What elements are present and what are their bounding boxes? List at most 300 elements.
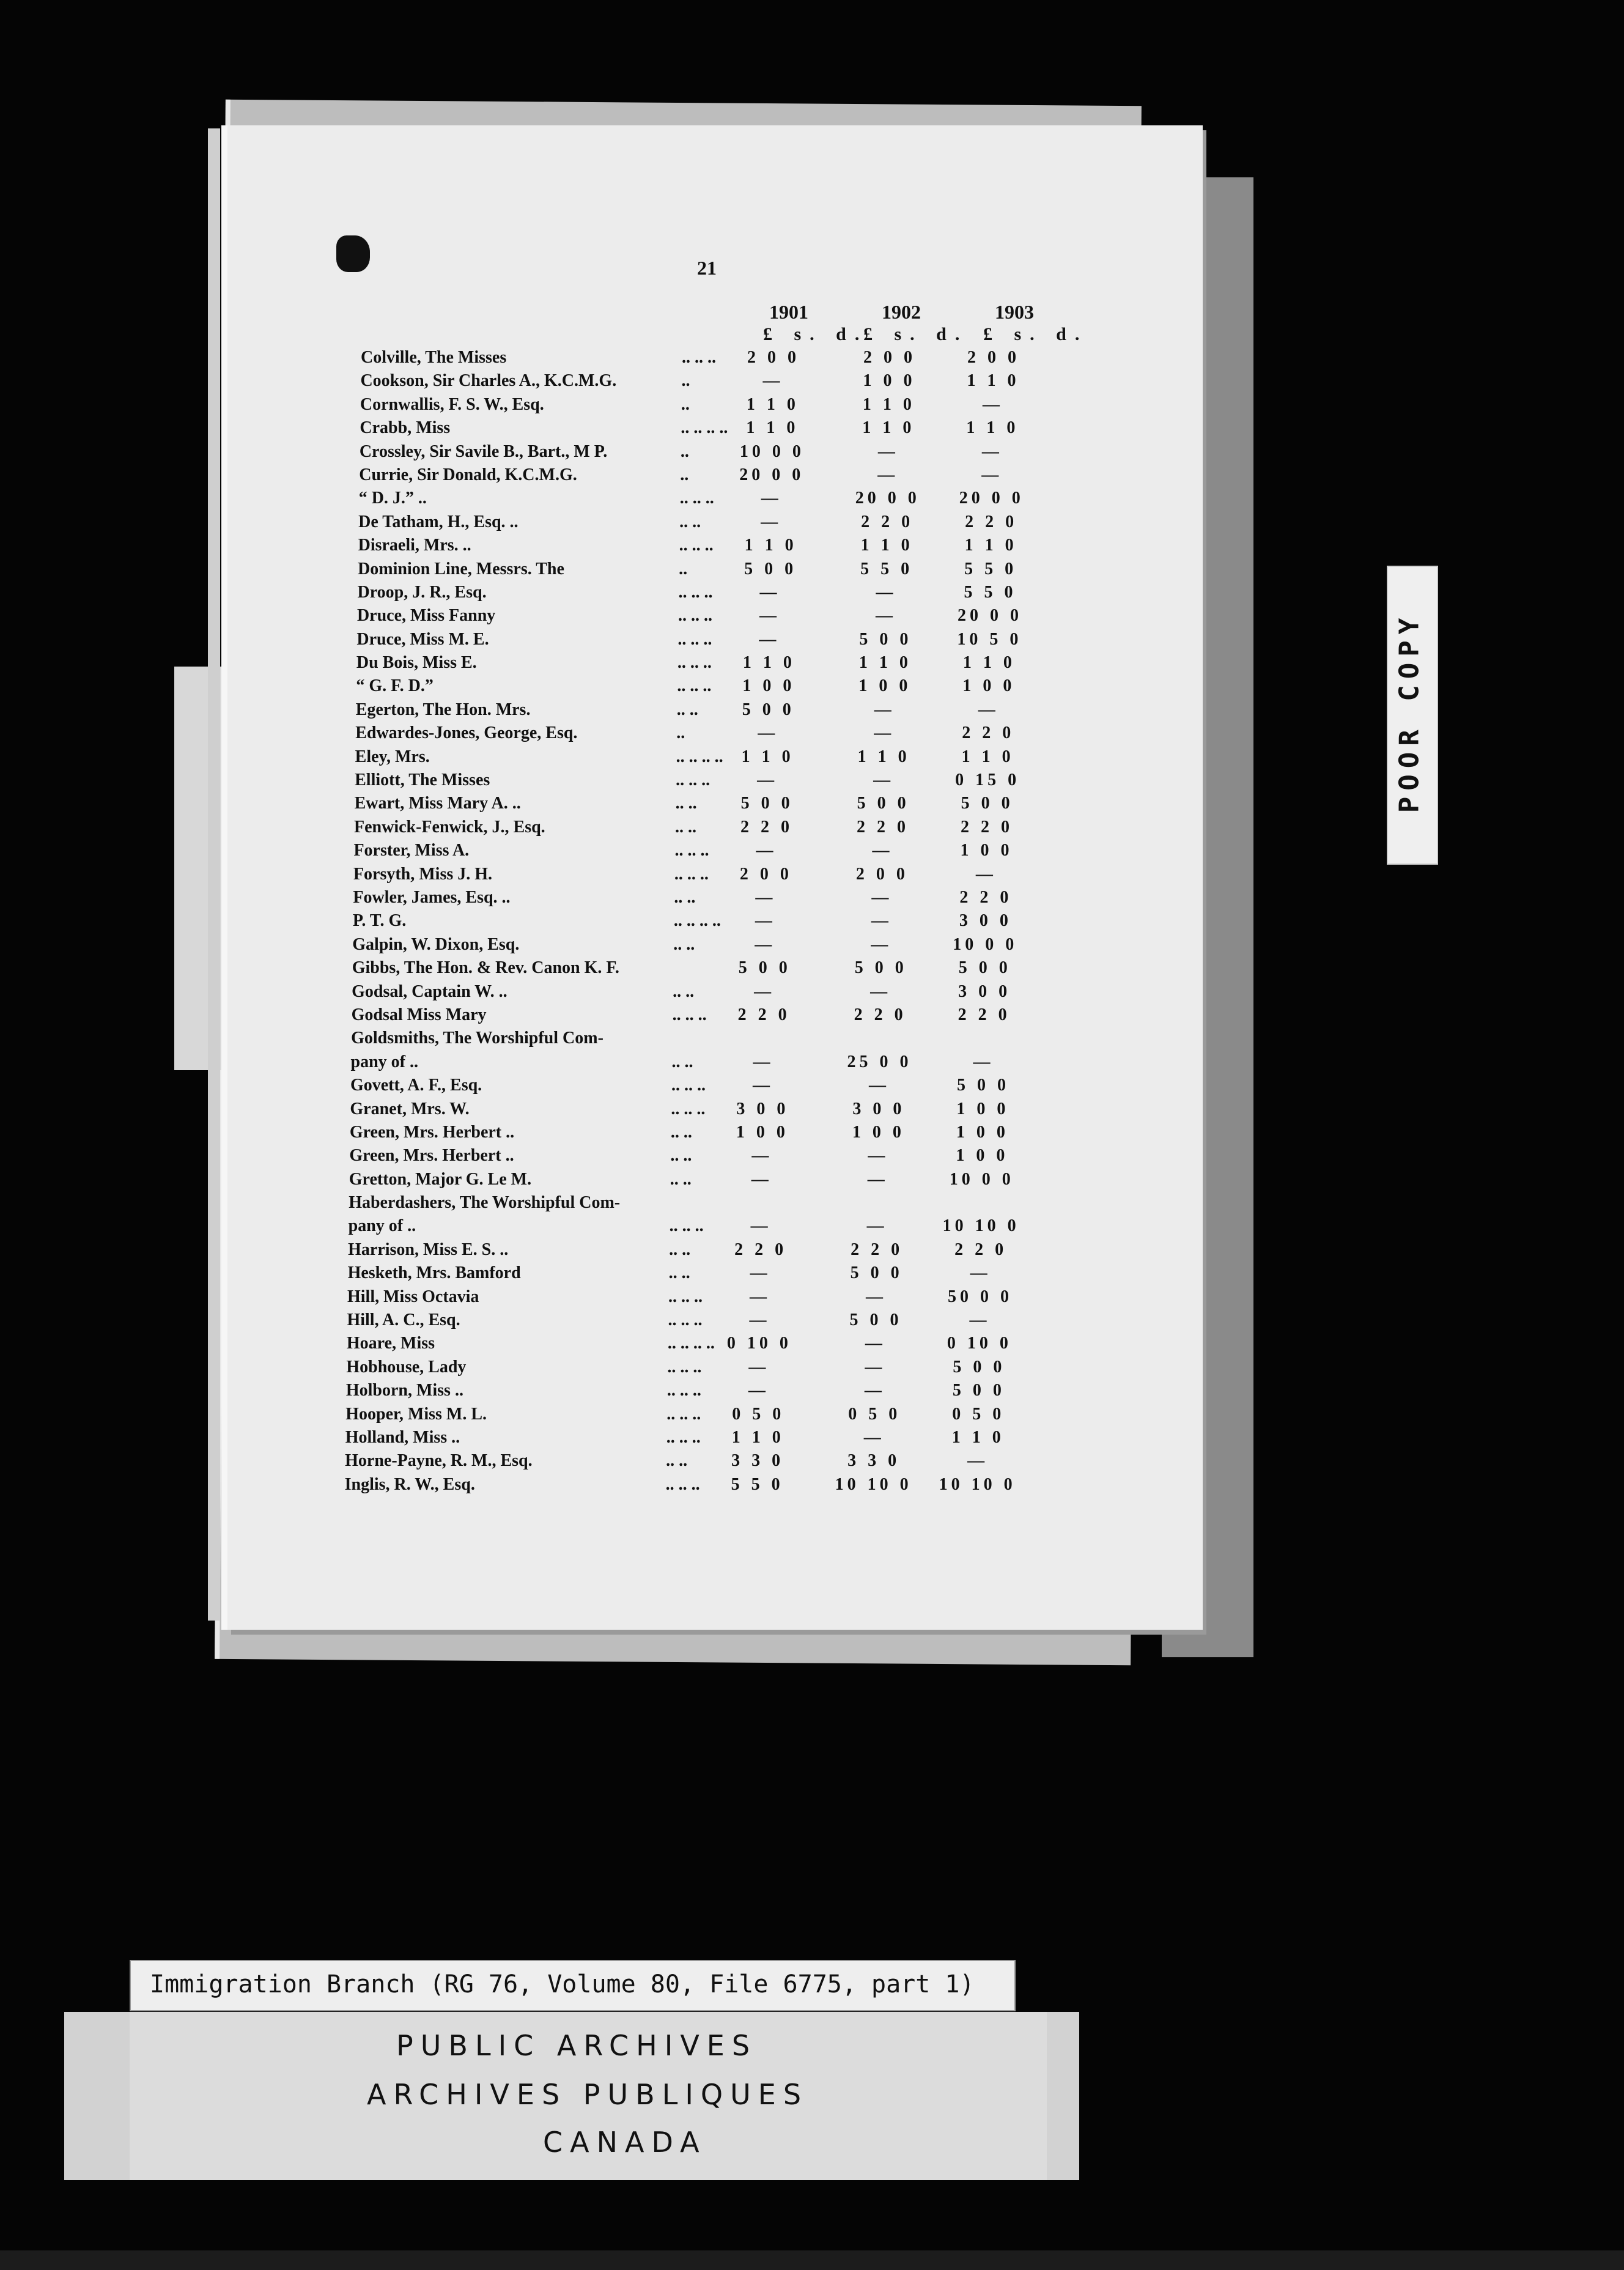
- leader-dots: .. ..: [671, 1052, 693, 1071]
- amount-1902: —: [865, 1357, 886, 1377]
- subscriber-name: Disraeli, Mrs. ..: [358, 536, 471, 555]
- amount-1902: 20 0 0: [855, 489, 920, 508]
- table-row: [351, 1026, 1066, 1049]
- table-row: [359, 463, 1074, 486]
- leader-dots: .. .. ..: [668, 1311, 703, 1330]
- amount-1902: —: [874, 723, 895, 743]
- page-number: 21: [697, 257, 717, 279]
- subscriber-name: Gretton, Major G. Le M.: [349, 1169, 532, 1189]
- table-row: [353, 838, 1069, 862]
- year-header-1901: 1901: [769, 301, 808, 323]
- amount-1902: —: [866, 1287, 887, 1306]
- subscriber-name: Crabb, Miss: [360, 418, 451, 438]
- amount-1901: —: [751, 1146, 773, 1166]
- subscriber-name: Elliott, The Misses: [355, 771, 490, 790]
- unit-header-1903: £ s. d.: [983, 324, 1088, 344]
- amount-1903: 1 0 0: [962, 676, 1016, 696]
- amount-1903: 5 5 0: [964, 582, 1017, 602]
- amount-1901: 2 0 0: [739, 864, 792, 884]
- amount-1902: —: [866, 1216, 888, 1236]
- table-row: [345, 1473, 1060, 1496]
- amount-1901: —: [755, 887, 777, 907]
- leader-dots: .. ..: [674, 887, 696, 907]
- amount-1903: 20 0 0: [957, 606, 1022, 626]
- leader-dots: .. ..: [669, 1240, 691, 1259]
- table-row: [352, 956, 1068, 979]
- amount-1902: 5 0 0: [850, 1263, 903, 1283]
- leader-dots: .. ..: [675, 817, 696, 837]
- table-row: [349, 1144, 1065, 1167]
- amount-1903: 10 5 0: [957, 629, 1022, 649]
- leader-dots: .. .. ..: [682, 348, 716, 367]
- subscriber-name: Edwardes-Jones, George, Esq.: [355, 723, 578, 743]
- leader-dots: .. .. ..: [672, 1005, 707, 1024]
- amount-1903: 10 0 0: [953, 934, 1018, 954]
- amount-1901: —: [755, 934, 776, 954]
- amount-1901: 0 5 0: [732, 1404, 785, 1424]
- amount-1901: 2 2 0: [734, 1240, 788, 1259]
- leader-dots: ..: [676, 723, 685, 743]
- subscriber-name: Green, Mrs. Herbert ..: [349, 1146, 514, 1166]
- amount-1901: 2 2 0: [737, 1005, 791, 1024]
- amount-1903: —: [970, 1263, 991, 1283]
- amount-1901: —: [754, 982, 775, 1001]
- subscriber-name: Colville, The Misses: [361, 348, 507, 367]
- subscriber-name: Currie, Sir Donald, K.C.M.G.: [359, 465, 577, 484]
- amount-1901: 1 1 0: [731, 1427, 784, 1447]
- amount-1901: —: [759, 606, 780, 626]
- subscriber-name: “ G. F. D.”: [356, 676, 434, 696]
- amount-1902: 3 3 0: [847, 1451, 901, 1471]
- amount-1903: 3 0 0: [959, 911, 1012, 931]
- amount-1902: —: [870, 982, 891, 1001]
- table-row: [356, 698, 1071, 721]
- amount-1902: —: [871, 934, 892, 954]
- subscriber-name: Ewart, Miss Mary A. ..: [354, 794, 521, 813]
- subscriber-name: Fenwick-Fenwick, J., Esq.: [354, 817, 545, 837]
- amount-1901: —: [750, 1263, 771, 1283]
- subscriber-name: Hesketh, Mrs. Bamford: [347, 1263, 521, 1283]
- leader-dots: .. ..: [668, 1263, 690, 1283]
- leader-dots: ..: [680, 465, 689, 484]
- amount-1903: 1 1 0: [961, 747, 1014, 766]
- amount-1902: 10 10 0: [835, 1474, 912, 1494]
- amount-1903: —: [973, 1052, 994, 1071]
- subscriber-name: “ D. J.” ..: [358, 489, 427, 508]
- subscriber-name: Horne-Payne, R. M., Esq.: [345, 1451, 533, 1471]
- amount-1903: —: [978, 700, 999, 719]
- table-row: [360, 416, 1075, 439]
- leader-dots: .. ..: [666, 1451, 688, 1471]
- leader-dots: .. .. ..: [677, 606, 712, 626]
- amount-1903: 0 10 0: [947, 1334, 1012, 1353]
- amount-1902: 2 2 0: [857, 817, 909, 837]
- amount-1903: 1 1 0: [951, 1427, 1005, 1447]
- table-row: [360, 393, 1076, 416]
- amount-1903: 2 2 0: [961, 817, 1013, 837]
- subscriber-name: Dominion Line, Messrs. The: [358, 559, 564, 579]
- amount-1903: 0 5 0: [952, 1404, 1005, 1424]
- amount-1901: 1 1 0: [746, 394, 799, 414]
- amount-1901: —: [750, 1287, 770, 1306]
- amount-1902: 1 0 0: [858, 676, 912, 696]
- amount-1903: 1 0 0: [956, 1099, 1009, 1118]
- amount-1902: 1 1 0: [862, 394, 915, 414]
- amount-1903: 10 10 0: [939, 1474, 1016, 1494]
- amount-1903: 1 1 0: [967, 371, 1020, 391]
- left-sheet-tab: [174, 667, 229, 1070]
- amount-1902: 1 1 0: [860, 536, 914, 555]
- leader-dots: .. .. ..: [677, 629, 712, 649]
- table-row: [353, 909, 1068, 932]
- amount-1902: —: [877, 442, 899, 461]
- amount-1903: 1 1 0: [964, 536, 1017, 555]
- leader-dots: .. .. ..: [678, 582, 713, 602]
- leader-dots: .. .. ..: [679, 536, 714, 555]
- subscriber-name: Droop, J. R., Esq.: [357, 582, 487, 602]
- amount-1902: 5 0 0: [859, 629, 912, 649]
- subscriber-name: Forster, Miss A.: [353, 841, 470, 860]
- subscriber-name: Hobhouse, Lady: [346, 1357, 467, 1377]
- archive-line-fr: ARCHIVES PUBLIQUES: [367, 2078, 809, 2111]
- table-row: [352, 933, 1068, 956]
- subscriber-name: Holland, Miss ..: [345, 1427, 460, 1447]
- subscriber-name: Haberdashers, The Worshipful Com-: [349, 1193, 621, 1213]
- amount-1901: 10 0 0: [739, 442, 805, 461]
- table-row: [355, 745, 1071, 768]
- amount-1902: —: [872, 841, 893, 860]
- table-row: [348, 1261, 1063, 1284]
- amount-1902: —: [875, 606, 896, 626]
- amount-1901: —: [758, 723, 779, 743]
- amount-1903: —: [981, 465, 1003, 484]
- table-row: [358, 580, 1073, 604]
- subscriber-name: pany of ..: [348, 1216, 416, 1236]
- amount-1901: —: [759, 582, 781, 602]
- amount-1902: —: [871, 911, 892, 931]
- archive-line-country: CANADA: [543, 2126, 707, 2159]
- amount-1901: —: [761, 512, 782, 531]
- amount-1902: 2 0 0: [863, 348, 916, 367]
- table-row: [347, 1285, 1063, 1308]
- leader-dots: .. .. ..: [679, 489, 714, 508]
- amount-1903: 2 2 0: [958, 1005, 1011, 1024]
- leader-dots: .. .. ..: [671, 1076, 706, 1095]
- leader-dots: .. .. ..: [677, 653, 712, 673]
- leader-dots: .. .. ..: [665, 1474, 700, 1494]
- leader-dots: ..: [681, 371, 690, 391]
- leader-dots: ..: [681, 394, 690, 414]
- amount-1901: —: [755, 911, 776, 931]
- amount-1903: 2 2 0: [954, 1240, 1008, 1259]
- amount-1902: —: [876, 582, 897, 602]
- leader-dots: .. .. ..: [674, 841, 709, 860]
- table-row: [348, 1238, 1063, 1261]
- amount-1901: 3 0 0: [736, 1099, 789, 1118]
- amount-1903: —: [982, 394, 1003, 414]
- table-row: [351, 1050, 1066, 1073]
- amount-1902: —: [868, 1076, 890, 1095]
- table-row: [350, 1073, 1066, 1096]
- amount-1903: 1 0 0: [960, 841, 1013, 860]
- table-row: [347, 1331, 1062, 1355]
- subscriber-name: Godsal Miss Mary: [351, 1005, 487, 1024]
- film-bottom-edge: [0, 2250, 1624, 2270]
- amount-1903: 1 0 0: [956, 1146, 1009, 1166]
- table-row: [349, 1191, 1064, 1214]
- leader-dots: .. .. ..: [667, 1357, 702, 1377]
- subscriber-name: Goldsmiths, The Worshipful Com-: [351, 1029, 603, 1048]
- table-row: [353, 885, 1068, 909]
- amount-1903: 2 0 0: [967, 348, 1020, 367]
- subscriber-name: Galpin, W. Dixon, Esq.: [352, 934, 520, 954]
- subscriber-name: Hill, A. C., Esq.: [347, 1311, 460, 1330]
- amount-1903: 2 2 0: [959, 887, 1013, 907]
- amount-1901: 1 0 0: [742, 676, 795, 696]
- table-row: [349, 1167, 1065, 1191]
- subscriber-name: Cookson, Sir Charles A., K.C.M.G.: [360, 371, 617, 391]
- amount-1902: 5 0 0: [849, 1311, 902, 1330]
- table-row: [345, 1402, 1061, 1425]
- table-row: [360, 440, 1075, 463]
- amount-1902: —: [873, 771, 895, 790]
- subscriber-name: Fowler, James, Esq. ..: [353, 887, 511, 907]
- subscriber-name: Godsal, Captain W. ..: [352, 982, 508, 1001]
- amount-1903: —: [967, 1451, 989, 1471]
- amount-1902: —: [868, 1146, 889, 1166]
- amount-1902: —: [865, 1334, 886, 1353]
- table-row: [350, 1120, 1065, 1144]
- table-row: [347, 1308, 1062, 1331]
- leader-dots: ..: [680, 442, 689, 461]
- table-row: [346, 1355, 1061, 1378]
- subscriber-name: Hooper, Miss M. L.: [345, 1404, 487, 1424]
- amount-1903: 1 1 0: [962, 653, 1016, 673]
- subscriber-name: Gibbs, The Hon. & Rev. Canon K. F.: [352, 958, 619, 978]
- subscriber-name: pany of ..: [350, 1052, 418, 1071]
- table-row: [359, 486, 1074, 509]
- subscriber-name: Hoare, Miss: [346, 1334, 435, 1353]
- reference-text: Immigration Branch (RG 76, Volume 80, File 6775, part 1): [150, 1970, 975, 1998]
- table-row: [356, 651, 1072, 674]
- amount-1903: 5 0 0: [956, 1076, 1009, 1095]
- table-row: [345, 1449, 1060, 1472]
- leader-dots: .. .. ..: [677, 676, 712, 696]
- amount-1902: —: [864, 1381, 885, 1400]
- amount-1902: 25 0 0: [847, 1052, 912, 1071]
- subscriber-name: Forsyth, Miss J. H.: [353, 864, 493, 884]
- amount-1903: 1 1 0: [966, 418, 1019, 438]
- table-row: [361, 346, 1076, 369]
- amount-1901: —: [759, 629, 780, 649]
- subscriber-name: De Tatham, H., Esq. ..: [358, 512, 519, 531]
- amount-1901: —: [762, 371, 784, 391]
- subscriber-name: Holborn, Miss ..: [345, 1381, 463, 1400]
- amount-1903: 20 0 0: [959, 489, 1024, 508]
- amount-1903: 5 0 0: [953, 1357, 1006, 1377]
- amount-1901: 5 0 0: [744, 559, 797, 579]
- table-row: [358, 533, 1074, 556]
- amount-1901: 3 3 0: [731, 1451, 784, 1471]
- leader-dots: .. .. ..: [666, 1381, 701, 1400]
- subscriber-name: Govett, A. F., Esq.: [350, 1076, 482, 1095]
- amount-1901: —: [749, 1311, 770, 1330]
- table-row: [353, 862, 1069, 885]
- leader-dots: .. .. .. ..: [667, 1334, 715, 1353]
- amount-1901: 5 0 0: [742, 700, 795, 719]
- leader-dots: .. ..: [670, 1169, 692, 1189]
- subscriber-name: Green, Mrs. Herbert ..: [349, 1122, 515, 1142]
- amount-1902: 5 0 0: [854, 958, 907, 978]
- ink-blot: [336, 235, 370, 272]
- subscriber-name: Eley, Mrs.: [355, 747, 430, 766]
- amount-1901: 0 10 0: [726, 1334, 792, 1353]
- leader-dots: .. .. .. ..: [673, 911, 721, 931]
- leader-dots: .. .. ..: [669, 1216, 704, 1236]
- table-row: [356, 627, 1072, 651]
- amount-1901: —: [751, 1169, 772, 1189]
- amount-1902: 3 0 0: [852, 1099, 906, 1118]
- table-row: [354, 815, 1069, 838]
- amount-1902: —: [874, 700, 895, 719]
- leader-dots: .. ..: [670, 1146, 692, 1166]
- table-row: [358, 557, 1073, 580]
- subscriber-name: Granet, Mrs. W.: [350, 1099, 470, 1118]
- amount-1901: —: [761, 489, 782, 508]
- amount-1901: 1 1 0: [746, 418, 799, 438]
- amount-1902: —: [867, 1169, 888, 1189]
- amount-1901: 1 0 0: [736, 1122, 789, 1142]
- table-row: [352, 980, 1067, 1003]
- subscriber-name: Harrison, Miss E. S. ..: [348, 1240, 509, 1259]
- amount-1903: 5 5 0: [964, 559, 1017, 579]
- leader-dots: .. ..: [670, 1122, 692, 1142]
- subscriber-name: Hill, Miss Octavia: [347, 1287, 479, 1306]
- table-row: [346, 1378, 1061, 1402]
- amount-1901: —: [753, 1052, 774, 1071]
- amount-1903: 10 0 0: [949, 1169, 1014, 1189]
- amount-1903: —: [981, 442, 1003, 461]
- amount-1901: 20 0 0: [739, 465, 805, 484]
- amount-1901: 2 0 0: [747, 348, 800, 367]
- leader-dots: .. .. ..: [666, 1404, 701, 1424]
- table-row: [356, 674, 1071, 697]
- table-row: [358, 510, 1074, 533]
- table-row: [355, 768, 1070, 791]
- amount-1901: 5 0 0: [740, 794, 794, 813]
- leader-dots: .. .. ..: [666, 1427, 701, 1447]
- table-row: [357, 604, 1072, 627]
- amount-1901: 1 1 0: [744, 536, 797, 555]
- table-row: [360, 369, 1076, 392]
- amount-1901: —: [748, 1381, 769, 1400]
- amount-1903: 10 10 0: [942, 1216, 1020, 1236]
- amount-1902: 1 0 0: [863, 371, 916, 391]
- amount-1903: 0 15 0: [955, 771, 1021, 790]
- amount-1902: —: [877, 465, 899, 484]
- amount-1903: 2 2 0: [962, 723, 1015, 743]
- amount-1901: 1 1 0: [741, 747, 794, 766]
- amount-1901: —: [748, 1357, 770, 1377]
- amount-1902: 1 0 0: [852, 1122, 905, 1142]
- leader-dots: .. .. ..: [671, 1099, 706, 1118]
- amount-1903: 5 0 0: [958, 958, 1011, 978]
- leader-dots: .. .. .. ..: [681, 418, 728, 438]
- amount-1901: 1 1 0: [742, 653, 795, 673]
- amount-1901: 5 5 0: [731, 1474, 784, 1494]
- amount-1902: 5 0 0: [857, 794, 910, 813]
- amount-1903: 5 0 0: [952, 1381, 1005, 1400]
- amount-1902: 2 2 0: [851, 1240, 904, 1259]
- poor-copy-text: POOR COPY: [1393, 612, 1425, 813]
- leader-dots: .. ..: [675, 794, 697, 813]
- amount-1902: —: [871, 887, 893, 907]
- subscriber-name: Du Bois, Miss E.: [356, 653, 477, 673]
- leader-dots: .. .. ..: [676, 771, 711, 790]
- table-row: [350, 1097, 1065, 1120]
- page-edge: [208, 128, 220, 1621]
- subscriber-name: Druce, Miss M. E.: [356, 629, 489, 649]
- amount-1903: 5 0 0: [961, 794, 1014, 813]
- leader-dots: .. .. ..: [668, 1287, 703, 1306]
- leader-dots: ..: [679, 559, 688, 579]
- archive-line-en: PUBLIC ARCHIVES: [396, 2029, 758, 2062]
- subscriber-name: Inglis, R. W., Esq.: [344, 1474, 475, 1494]
- table-row: [349, 1214, 1064, 1237]
- table-row: [345, 1425, 1061, 1449]
- amount-1902: 5 5 0: [860, 559, 914, 579]
- leader-dots: .. ..: [676, 700, 698, 719]
- amount-1901: —: [756, 841, 777, 860]
- amount-1901: 2 2 0: [740, 817, 793, 837]
- amount-1903: 2 2 0: [965, 512, 1018, 531]
- amount-1902: 2 0 0: [855, 864, 909, 884]
- leader-dots: .. ..: [673, 934, 695, 954]
- leader-dots: .. ..: [673, 982, 695, 1001]
- leader-dots: .. ..: [679, 512, 701, 531]
- subscriber-name: Cornwallis, F. S. W., Esq.: [360, 394, 544, 414]
- amount-1902: 0 5 0: [848, 1404, 901, 1424]
- subscriber-name: Druce, Miss Fanny: [356, 606, 496, 626]
- amount-1903: —: [975, 864, 997, 884]
- leader-dots: .. .. ..: [674, 864, 709, 884]
- amount-1901: 5 0 0: [738, 958, 791, 978]
- amount-1902: 2 2 0: [854, 1005, 907, 1024]
- amount-1902: 1 1 0: [857, 747, 910, 766]
- amount-1901: —: [752, 1076, 773, 1095]
- subscriber-name: P. T. G.: [352, 911, 407, 931]
- subscription-table: [344, 346, 1076, 1496]
- amount-1903: 50 0 0: [948, 1287, 1013, 1306]
- amount-1902: 2 2 0: [861, 512, 914, 531]
- amount-1902: —: [863, 1427, 885, 1447]
- unit-header-1902: £ s. d.: [863, 324, 969, 344]
- amount-1903: 3 0 0: [958, 982, 1011, 1001]
- year-header-1903: 1903: [995, 301, 1034, 323]
- subscriber-name: Egerton, The Hon. Mrs.: [355, 700, 531, 719]
- unit-header-1901: £ s. d.: [763, 324, 868, 344]
- table-row: [352, 1003, 1067, 1026]
- table-row: [355, 791, 1070, 815]
- amount-1902: 1 1 0: [858, 653, 912, 673]
- subscriber-name: Crossley, Sir Savile B., Bart., M P.: [359, 442, 608, 461]
- amount-1901: —: [757, 771, 778, 790]
- amount-1903: 1 0 0: [956, 1122, 1009, 1142]
- table-row: [355, 721, 1071, 744]
- leader-dots: .. .. .. ..: [676, 747, 723, 766]
- amount-1903: —: [969, 1311, 991, 1330]
- amount-1901: —: [750, 1216, 772, 1236]
